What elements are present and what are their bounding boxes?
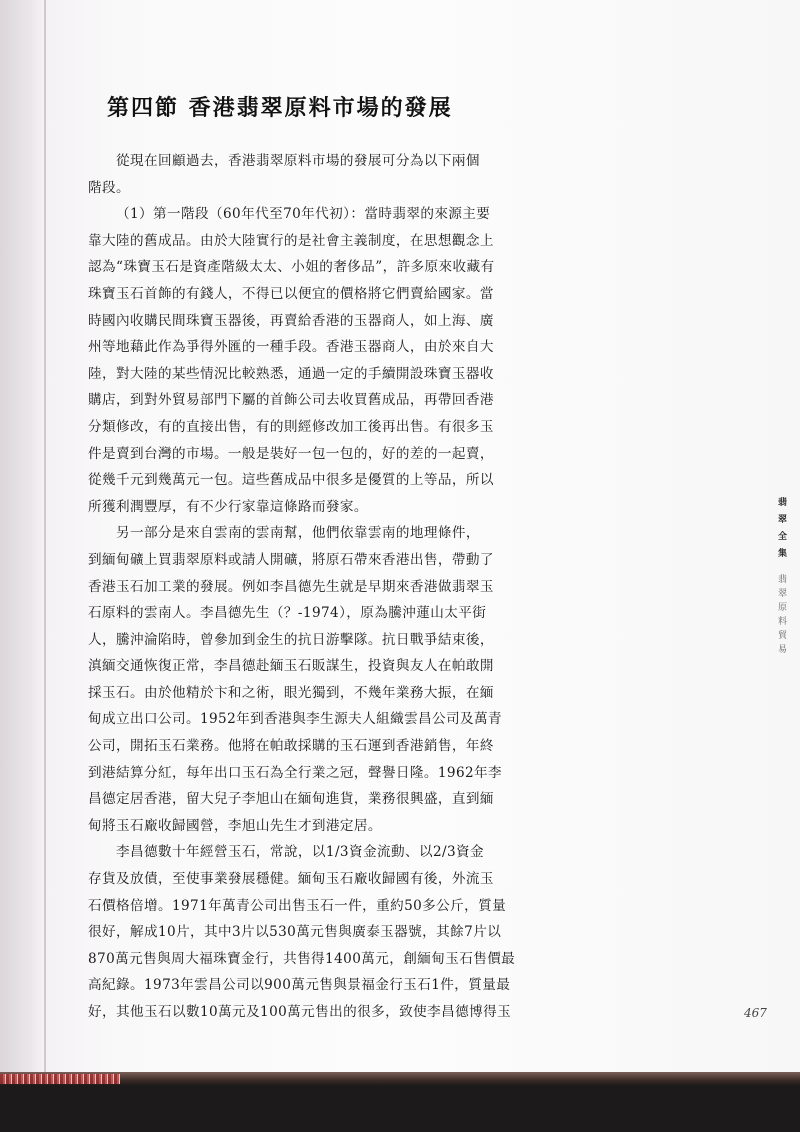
text-line: 香港玉石加工業的發展。例如李昌德先生就是早期來香港做翡翠玉 [88,578,494,595]
text-line: 石原料的雲南人。李昌德先生（？-1974），原為騰沖蓮山太平街 [88,605,487,622]
text-line: 所獲利潤豐厚，有不少行家靠這條路而發家。 [88,498,368,515]
page-number: 467 [744,1006,767,1020]
text-line: 公司，開拓玉石業務。他將在帕敢採購的玉石運到香港銷售，年終 [88,738,494,755]
text-line: 高紀錄。1973年雲昌公司以900萬元售與景福金行玉石1件，質量最 [88,977,511,994]
binding-ribbon [0,1074,120,1084]
text-line: 陸，對大陸的某些情況比較熟悉，通過一定的手續開設珠寶玉器收 [88,365,494,382]
text-line: 靠大陸的舊成品。由於大陸實行的是社會主義制度，在思想觀念上 [88,232,494,249]
gutter-line [44,0,46,1082]
text-line: （1）第一階段（60年代至70年代初）：當時翡翠的來源主要 [116,206,491,223]
text-line: 到港結算分紅，每年出口玉石為全行業之冠，聲譽日隆。1962年李 [88,764,503,781]
text-line: 到緬甸礦上買翡翠原料或請人開礦，將原石帶來香港出售，帶動了 [88,551,494,568]
text-line: 好，其他玉石以數10萬元及100萬元售出的很多，致使李昌德博得玉 [88,1004,512,1020]
text-line: 分類修改，有的直接出售，有的則經修改加工後再出售。有很多玉 [88,418,494,435]
text-line: 人，騰沖淪陷時，曾參加到金生的抗日游擊隊。抗日戰爭結束後， [88,631,494,648]
page-gutter [0,0,44,1082]
text-line: 採玉石。由於他精於卞和之術，眼光獨到，不幾年業務大振，在緬 [88,684,494,701]
text-line: 另一部分是來自雲南的雲南幫，他們依靠雲南的地理條件， [116,525,480,542]
text-line: 甸將玉石廠收歸國營，李旭山先生才到港定居。 [88,817,382,834]
side-running-header [766,497,788,658]
text-line: 購店，到對外貿易部門下屬的首飾公司去收買舊成品，再帶回香港 [88,392,494,409]
text-line: 珠寶玉石首飾的有錢人，不得已以便宜的價格將它們賣給國家。當 [88,285,494,302]
book-binding-edge [0,1072,800,1086]
text-line: 州等地藉此作為爭得外匯的一種手段。香港玉器商人，由於來自大 [88,339,494,356]
text-line: 石價格倍增。1971年萬青公司出售玉石一件，重約50多公斤，質量 [88,897,507,914]
text-line: 李昌德數十年經營玉石，常說，以1/3資金流動、以2/3資金 [116,844,485,861]
text-line: 從幾千元到幾萬元一包。這些舊成品中很多是優質的上等品，所以 [88,472,494,489]
text-line: 870萬元售與周大福珠寶金行，共售得1400萬元，創緬甸玉石售價最 [88,950,516,967]
text-line: 滇緬交通恢復正常，李昌德赴緬玉石販謀生，投資與友人在帕敢開 [88,658,494,675]
text-line: 階段。 [88,179,130,196]
text-line: 時國內收購民間珠寶玉器後，再賣給香港的玉器商人，如上海、廣 [88,312,494,329]
text-line: 件是賣到台灣的市場。一般是裝好一包一包的，好的差的一起賣， [88,445,494,462]
text-line: 從現在回顧過去，香港翡翠原料市場的發展可分為以下兩個 [116,153,480,169]
text-line: 甸成立出口公司。1952年到香港與李生源夫人組織雲昌公司及萬青 [88,711,503,728]
body-text [88,148,584,1026]
text-line: 昌德定居香港，留大兒子李旭山在緬甸進貨，業務很興盛，直到緬 [88,791,494,808]
section-title: 第四節 香港翡翠原料市場的發展 [107,95,453,121]
book-title: 翡翠全集 [776,497,786,565]
text-line: 存貨及放債，至使事業發展穩健。緬甸玉石廠收歸國有後，外流玉 [88,871,494,888]
chapter-title: 翡翠原料貿易 [776,573,786,658]
text-line: 認為“珠寶玉石是資產階級太太、小姐的奢侈品”，許多原來收藏有 [88,259,495,276]
text-line: 很好，解成10片，其中3片以530萬元售與廣泰玉器號，其餘7片以 [88,924,502,941]
